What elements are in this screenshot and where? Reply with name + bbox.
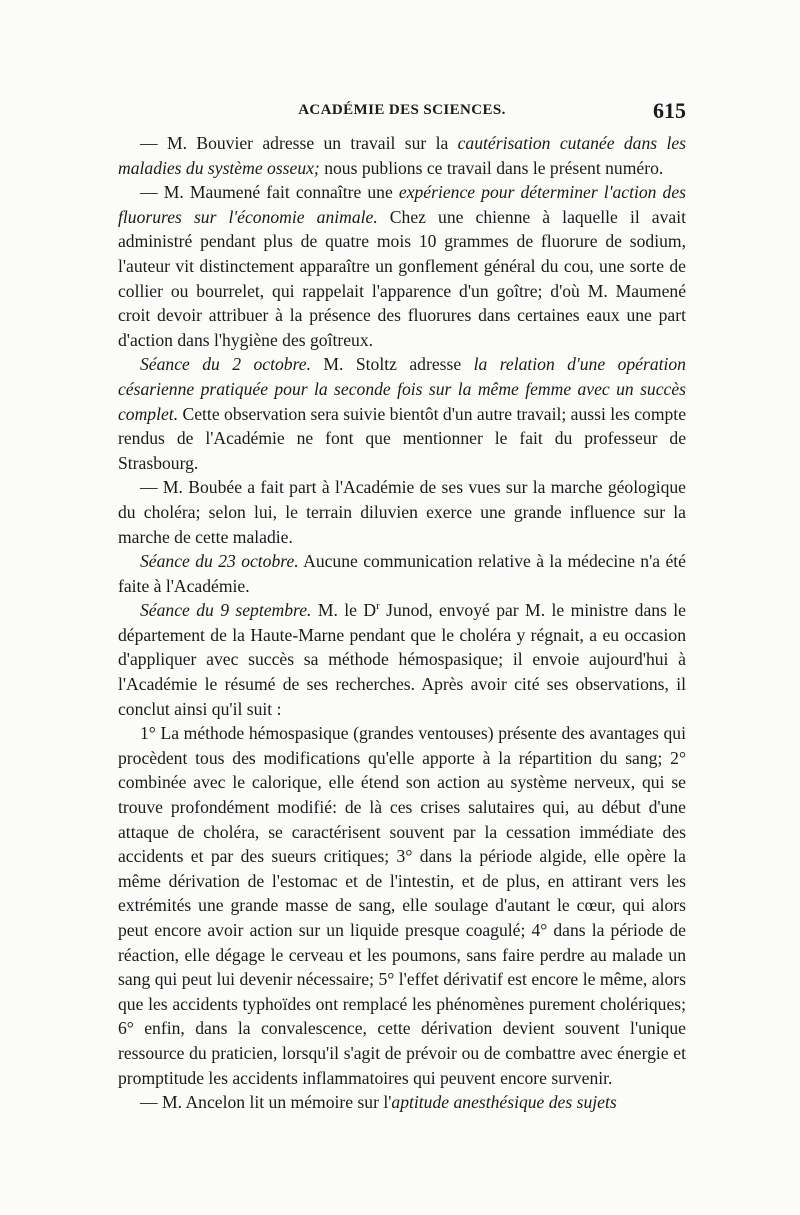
paragraph-maumene — [118, 180, 686, 352]
italic-title: aptitude anesthésique des sujets — [391, 1092, 617, 1113]
session-heading: Séance du 2 octobre. — [140, 354, 311, 375]
paragraph-conclusions — [118, 721, 686, 1090]
page-number: 615 — [653, 98, 686, 123]
session-heading: Séance du 9 septembre. — [140, 600, 312, 621]
text-run: Chez une chienne à laquelle il avait administré pendant plus de quatre mois 10 grammes de fluorure de sodium, l'auteur vit distinctement apparaître un gonflement général du cou, une sorte de collier ou bourrelet, qui rappelait l'apparence d'un goître; d'où M. Maumené croit devoir attribuer à la présence des fluorures dans certaines eaux une part d'action dans l'hygiène des goîtreux. — [118, 206, 686, 350]
text-run: 1° La méthode hémospasique (grandes ventouses) présente des avantages qui procèdent tous des modifications qu'elle apporte à la répartition du sang; 2° combinée avec le calorique, elle étend son action au système nerveux, qui se trouve profondément modifié: de là ces crises salutaires qui, au début d'une attaque de choléra, se caractérisent souvent par la cessation immédiate des accidents et par des sueurs critiques; 3° dans la période algide, elle opère la même dérivation de l'estomac et de l'intestin, et de plus, en attirant vers les extrémités une grande masse de sang, elle soulage d'autant le cœur, qui alors peut encore avoir action sur un liquide presque coagulé; 4° dans la période de réaction, elle dégage le cerveau et les poumons, sans faire perdre au malade un sang qui peut lui devenir nécessaire; 5° l'effet dérivatif est encore le même, alors que les accidents typhoïdes ont remplacé les phénomènes purement cholériques; 6° enfin, dans la convalescence, cette dérivation devient souvent l'unique ressource du praticien, lorsqu'il s'agit de prévoir ou de combattre avec énergie et promptitude les accidents inflammatoires qui peuvent encore survenir. — [118, 723, 686, 1088]
italic-title: la relation d'une opération césarienne pratiquée pour la seconde fois sur la même femme avec un succès complet. — [118, 354, 686, 424]
text-run: Cette observation sera suivie bientôt d'un autre travail; aussi les compte rendus de l'Académie ne font que mentionner le fait du professeur de Strasbourg. — [118, 403, 686, 473]
text-run: M. Stoltz adresse — [310, 354, 474, 375]
superscript: r — [376, 600, 380, 613]
paragraph-boubee — [118, 475, 686, 549]
paragraph-ancelon — [118, 1090, 686, 1115]
italic-title: cautérisation cutanée dans les maladies du système osseux; — [118, 133, 687, 178]
text-run: — M. Maumené fait connaître une — [140, 182, 399, 203]
italic-title: expérience pour déterminer l'action des fluorures sur l'économie animale. — [118, 182, 686, 227]
text-run: M. le D — [311, 600, 377, 621]
text-run: Junod, envoyé par M. le ministre dans le département de la Haute-Marne pendant que le choléra y régnait, a eu occasion d'appliquer avec succès sa méthode hémospasique; il envoie aujourd'hui à l'Académie le résumé de ses recherches. Après avoir cité ses observations, il conclut ainsi qu'il suit : — [118, 600, 686, 719]
text-run: Aucune communication relative à la médecine n'a été faite à l'Académie. — [118, 551, 686, 596]
page-header — [118, 98, 686, 128]
body-text — [118, 131, 686, 1115]
session-heading: Séance du 23 octobre. — [140, 551, 299, 572]
paragraph-seance-9-septembre — [118, 598, 686, 721]
paragraph-bouvier — [118, 131, 686, 180]
paragraph-seance-23-octobre — [118, 549, 686, 598]
text-run: — M. Boubée a fait part à l'Académie de ses vues sur la marche géologique du choléra; selon lui, le terrain diluvien exerce une grande influence sur la marche de cette maladie. — [118, 477, 686, 547]
text-run: — M. Bouvier adresse un travail sur la — [140, 133, 458, 153]
text-run: nous publions ce travail dans le présent numéro. — [319, 157, 664, 178]
running-title: ACADÉMIE DES SCIENCES. — [298, 102, 506, 118]
text-run: — M. Ancelon lit un mémoire sur l' — [140, 1092, 392, 1113]
paragraph-seance-2-octobre — [118, 352, 686, 475]
